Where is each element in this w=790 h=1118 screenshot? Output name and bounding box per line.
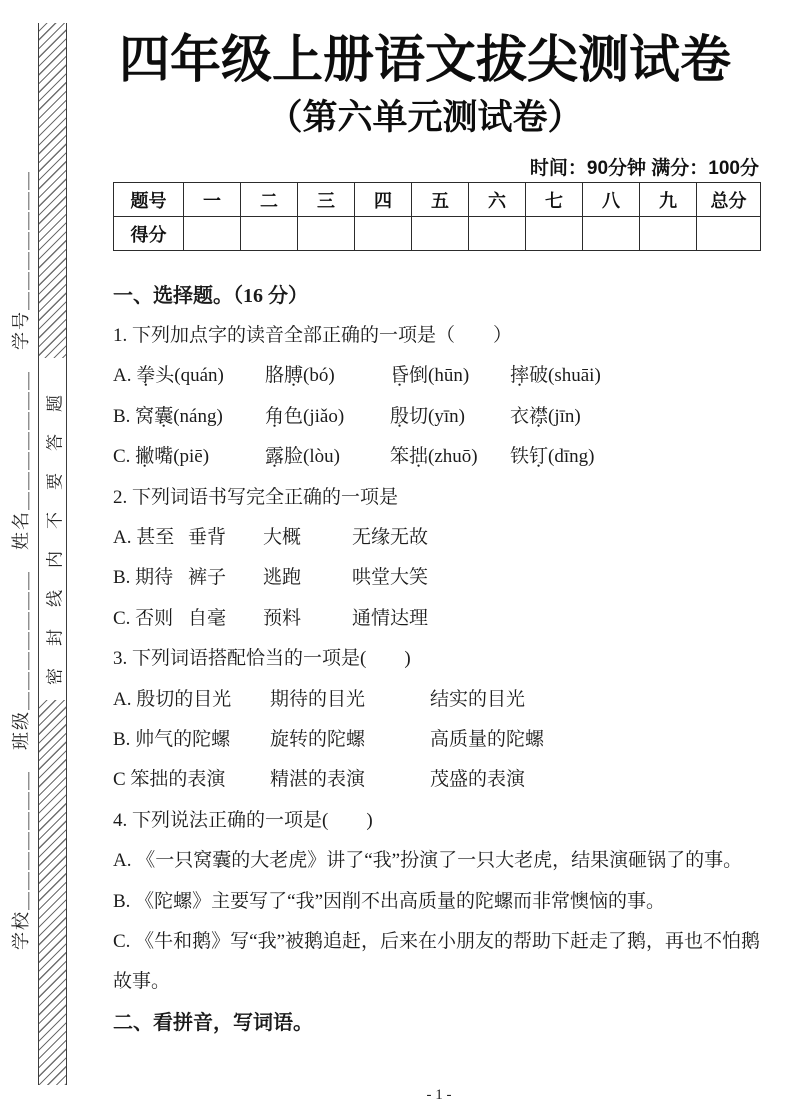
score-header-cell: 五 [412,183,469,217]
question-2-stem: 2. 下列词语书写完全正确的一项是 [113,486,399,508]
option-cell: 高质量的陀螺 [430,728,545,750]
option-cell: 胳膊(bó) [265,365,335,387]
score-header-cell: 四 [355,183,412,217]
option-cell: 露脸(lòu) [265,446,340,468]
section-2-heading: 二、看拼音，写词语。 [113,1011,313,1034]
score-header-cell: 七 [526,183,583,217]
score-table-header-row [114,183,761,217]
seal-line-strip [38,23,67,1085]
seal-line-text-block [39,358,66,700]
option-cell: A. 殷切的目光 [113,688,232,710]
question-4-option-b: B. 《陀螺》主要写了“我”因削不出高质量的陀螺而非常懊恼的事。 [113,890,666,912]
question-2-option-b [113,556,765,596]
score-header-cell: 一 [184,183,241,217]
option-cell: 摔破(shuāi) [510,365,601,387]
option-cell: B. 帅气的陀螺 [113,728,231,750]
score-cell [583,217,640,251]
question-4-option-c-line2: 故事。 [113,971,171,993]
score-header-cell: 三 [298,183,355,217]
score-header-cell: 八 [583,183,640,217]
page-title: 四年级上册语文拔尖测试卷 [118,31,731,88]
student-info-fields [2,130,38,990]
option-cell: B. 窝囊(náng) [113,405,223,427]
score-header-cell: 六 [469,183,526,217]
seal-hatch-top [39,23,66,358]
option-cell: 结实的目光 [430,688,526,710]
option-cell: 笨拙(zhuō) [390,446,478,468]
option-cell: 旋转的陀螺 [270,728,366,750]
option-cell: 垂背 [188,527,227,549]
option-cell: 茂盛的表演 [430,769,526,791]
score-header-cell: 总分 [697,183,761,217]
student-info-labels: 学校＿＿＿＿＿＿＿ 班级＿＿＿＿＿＿＿ 姓名＿＿＿＿＿＿＿ 学号＿＿＿＿＿＿＿ [11,170,31,950]
page-subtitle: （第六单元测试卷） [267,98,583,137]
option-cell: 期待的目光 [270,688,366,710]
option-cell: 逃跑 [263,567,302,589]
seal-line-text: 密封线内不要答题 [45,373,64,685]
option-cell: 通情达理 [352,607,429,629]
question-1-stem: 1. 下列加点字的读音全部正确的一项是（ ） [113,325,513,347]
question-1-option-a [113,354,765,394]
score-cell [526,217,583,251]
question-3-stem: 3. 下列词语搭配恰当的一项是( ) [113,648,411,670]
option-cell: 殷切(yīn) [390,405,465,427]
option-cell: 自毫 [188,607,227,629]
question-2-option-a [113,515,765,555]
question-3-option-a [113,677,765,717]
option-cell: C. 撇嘴(piē) [113,446,210,468]
question-area [113,273,765,1040]
question-3-option-b [113,717,765,757]
option-cell: 无缘无故 [352,527,429,549]
score-cell [640,217,697,251]
option-cell: 裤子 [188,567,227,589]
question-2-option-c [113,596,765,636]
score-cell [355,217,412,251]
option-cell: C 笨拙的表演 [113,769,226,791]
question-4-option-c-line1: C. 《牛和鹅》写“我”被鹅追赶，后来在小朋友的帮助下赶走了鹅，再也不怕鹅 [113,930,761,952]
score-header-cell: 题号 [114,183,184,217]
option-cell: 大概 [263,527,302,549]
question-1-option-b [113,394,765,434]
score-cell [241,217,298,251]
option-cell: C. 否则 [113,607,174,629]
question-3-option-c [113,758,765,798]
section-1-heading: 一、选择题。（16 分） [113,284,308,307]
option-cell: B. 期待 [113,567,174,589]
option-cell: 哄堂大笑 [352,567,429,589]
score-table [113,182,761,251]
question-4-stem: 4. 下列说法正确的一项是( ) [113,809,373,831]
option-cell: 角色(jiǎo) [265,405,345,427]
score-cell [469,217,526,251]
score-table-score-row [114,217,761,251]
score-row-label: 得分 [114,217,184,251]
score-cell [298,217,355,251]
option-cell: A. 甚至 [113,527,175,549]
score-cell [412,217,469,251]
question-1-option-c [113,435,765,475]
seal-hatch-bottom [39,700,66,1085]
option-cell: 预料 [263,607,302,629]
page-number: - 1 - [426,1087,452,1103]
score-header-cell: 二 [241,183,298,217]
score-header-cell: 九 [640,183,697,217]
option-cell: 昏倒(hūn) [390,365,470,387]
score-cell [184,217,241,251]
exam-meta: 时间：90分钟 满分：100分 [529,158,759,179]
option-cell: 衣襟(jīn) [510,405,581,427]
score-cell [697,217,761,251]
question-4-option-a: A. 《一只窝囊的大老虎》讲了“我”扮演了一只大老虎，结果演砸锅了的事。 [113,850,743,872]
option-cell: 精湛的表演 [270,769,366,791]
option-cell: 铁钉(dīng) [510,446,595,468]
option-cell: A. 拳头(quán) [113,365,224,387]
